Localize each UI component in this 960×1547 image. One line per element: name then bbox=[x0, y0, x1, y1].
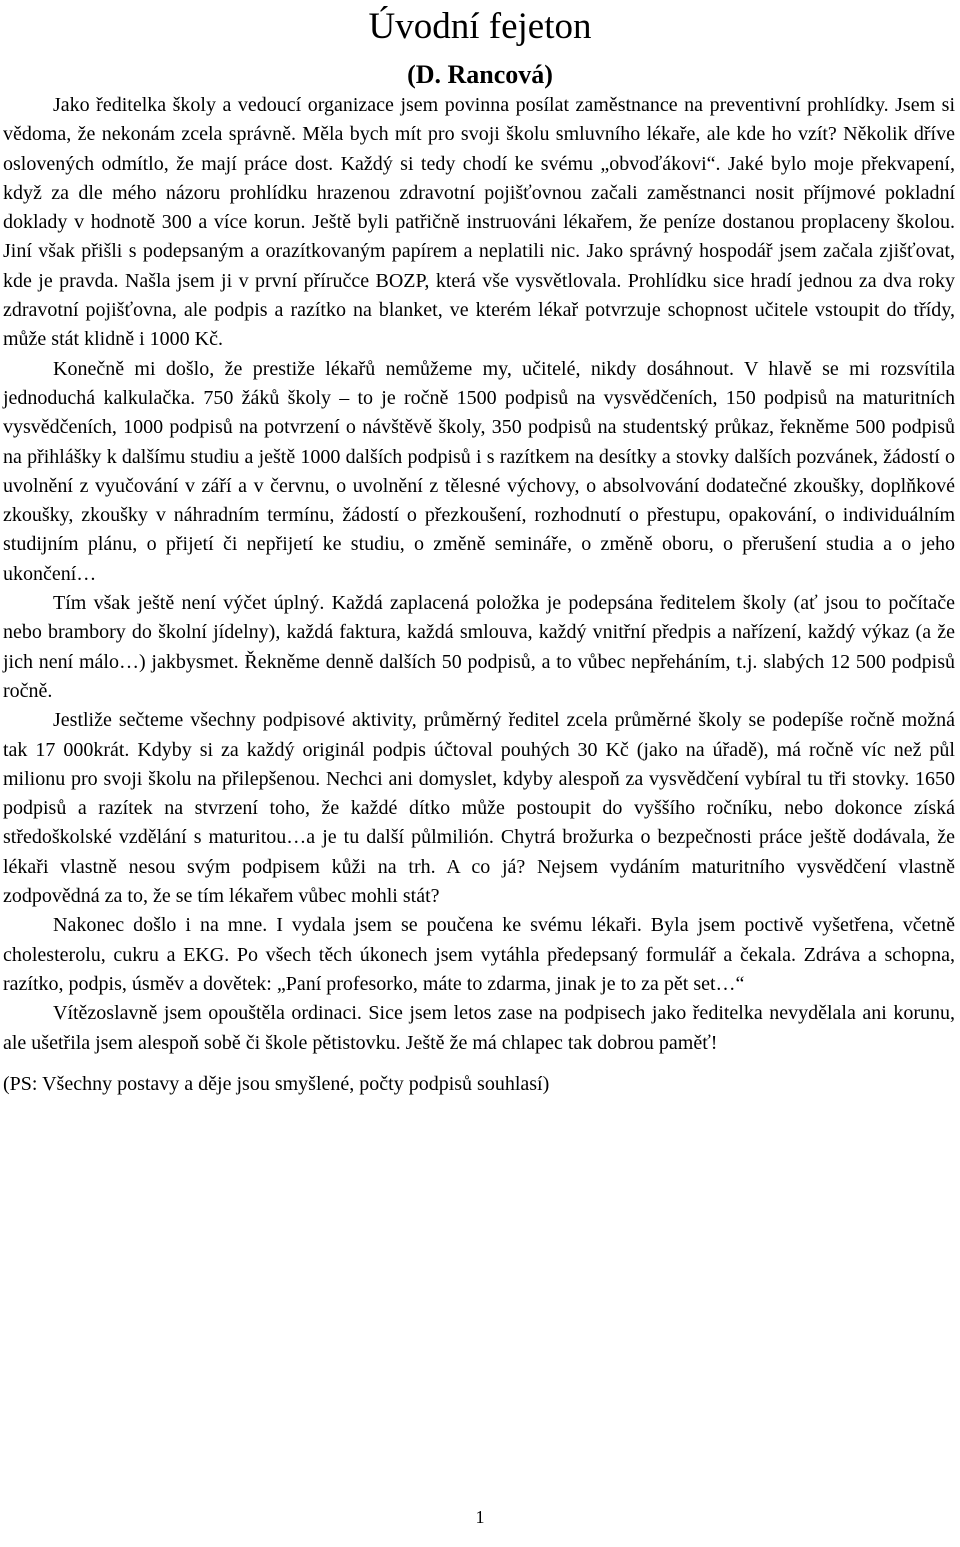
article-body bbox=[3, 91, 955, 1099]
paragraph-2: Konečně mi došlo, že prestiže lékařů nemůžeme my, učitelé, nikdy dosáhnout. V hlavě se mi rozsvítila jednoduchá kalkulačka. 750 žáků školy – to je ročně 1500 podpisů na vysvědčeních, 150 podpisů na maturitních vysvědčeních, 1000 podpisů na potvrzení o návštěvě školy, 350 podpisů na studentský průkaz, řekněme 500 podpisů na přihlášky k dalšímu studiu a ještě 1000 dalších podpisů i s razítkem na desítky a stovky dalších pozvánek, žádostí o uvolnění z vyučování v září a v červnu, o uvolnění z tělesné výchovy, o absolvování dodatečné zkoušky, doplňkové zkoušky, zkoušky v náhradním termínu, žádostí o přezkoušení, rozhodnutí o přestupu, opakování, o individuálním studijním plánu, o přijetí či nepřijetí ke studiu, o změně semináře, o změně oboru, o přerušení studia a o jeho ukončení… bbox=[3, 357, 955, 585]
paragraph-1: Jako ředitelka školy a vedoucí organizace jsem povinna posílat zaměstnance na preventivní prohlídky. Jsem si vědoma, že nekonám zcela správně. Měla bych mít pro svoji školu smluvního lékaře, ale kde ho vzít? Několik dříve oslovených odmítlo, že mají práce dost. Každý si tedy chodí ke svému „obvoďákovi“. Jaké bylo moje překvapení, když za dle mého názoru prohlídku hrazenou zdravotní pojišťovnou začali zaměstnanci nosit příjmové pokladní doklady v hodnotě 300 a více korun. Ještě byli patřičně instruováni lékařem, že peníze dostanou proplaceny školou. Jiní však přišli s podepsaným a orazítkovaným papírem a neplatili nic. Jako správný hospodář jsem začala zjišťovat, kde je pravda. Našla jsem ji v první příručce BOZP, která vše vysvětlovala. Prohlídku sice hradí jednou za dva roky zdravotní pojišťovna, ale podpis a razítko na blanket, ve kterém lékař potvrzuje schopnost učitele vstoupit do třídy, může stát klidně i 1000 Kč. bbox=[3, 94, 955, 351]
paragraph-3: Tím však ještě není výčet úplný. Každá zaplacená položka je podepsána ředitelem školy (ať jsou to počítače nebo brambory do školní jídelny), každá faktura, každá smlouva, každý vnitřní předpis a nařízení, každý výkaz (a že jich není málo…) jakbysmet. Řekněme denně dalších 50 podpisů, a to vůbec nepřeháním, t.j. slabých 12 500 podpisů ročně. bbox=[3, 592, 955, 702]
page-title: Úvodní fejeton bbox=[368, 6, 592, 47]
postscript: (PS: Všechny postavy a děje jsou smyšlené, počty podpisů souhlasí) bbox=[3, 1072, 550, 1095]
page-number: 1 bbox=[475, 1507, 485, 1527]
paragraph-6: Vítězoslavně jsem opouštěla ordinaci. Sice jsem letos zase na podpisech jako ředitelka nevydělala ani korunu, ale ušetřila jsem alespoň sobě či škole pětistovku. Ještě že má chlapec tak dobrou paměť! bbox=[3, 1002, 955, 1054]
paragraph-4: Jestliže sečteme všechny podpisové aktivity, průměrný ředitel zcela průměrné školy se podepíše ročně možná tak 17 000krát. Kdyby si za každý originál podpis účtoval pouhých 30 Kč (jako na úřadě), má ročně víc než půl milionu pro svoji školu na přilepšenou. Nechci ani domyslet, kdyby alespoň za vysvědčení vybíral tu tři stovky. 1650 podpisů a razítek na stvrzení toho, že každé dítko může postoupit do vyššího ročníku, nebo dokonce získá středoškolské vzdělání s maturitou…a je tu další půlmilión. Chytrá brožurka o bezpečnosti práce ještě dodávala, že lékaři vlastně nesou svým podpisem kůži na trh. A co já? Nejsem vydáním maturitního vysvědčení vlastně zodpovědná za to, že se tím lékařem vůbec mohli stát? bbox=[3, 709, 955, 908]
author-line: (D. Rancová) bbox=[407, 60, 553, 89]
paragraph-5: Nakonec došlo i na mne. I vydala jsem se poučena ke svému lékaři. Byla jsem poctivě vyšetřena, včetně cholesterolu, cukru a EKG. Po všech těch úkonech jsem vytáhla předepsaný formulář a čekala. Zdráva a schopna, razítko, podpis, úsměv a dovětek: „Paní profesorko, máte to zdarma, jinak je to za pět set…“ bbox=[3, 914, 955, 995]
